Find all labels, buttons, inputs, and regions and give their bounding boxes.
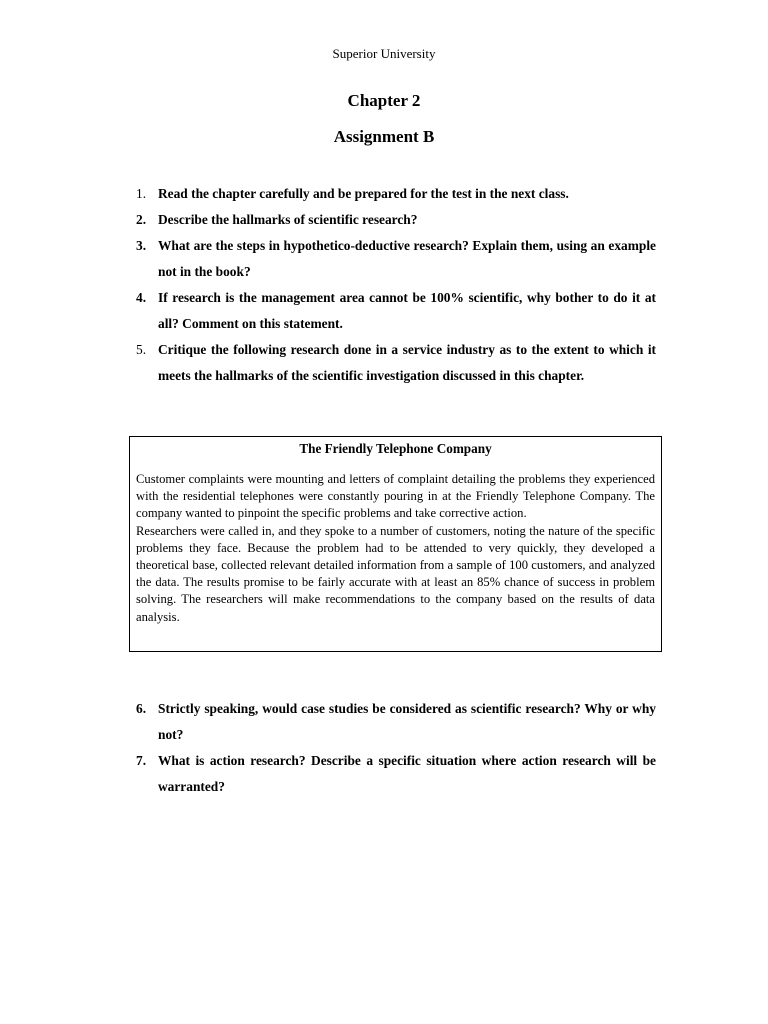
question-list-part2 <box>130 696 656 800</box>
question-number: 1. <box>136 186 147 201</box>
question-number: 2. <box>136 212 147 227</box>
question-list-part1 <box>130 181 656 389</box>
case-study-title: The Friendly Telephone Company <box>299 441 492 456</box>
question-6 <box>130 696 656 748</box>
question-text: Critique the following research done in a service industry as to the extent to which it meets the hallmarks of the scientific investigation discussed in this chapter. <box>158 342 656 383</box>
question-2 <box>130 207 656 233</box>
question-7 <box>130 748 656 800</box>
question-text: Describe the hallmarks of scientific research? <box>158 212 418 227</box>
question-text: Strictly speaking, would case studies be considered as scientific research? Why or why not? <box>158 701 656 742</box>
question-number: 4. <box>136 290 147 305</box>
chapter-title: Chapter 2 <box>347 91 421 110</box>
question-4 <box>130 285 656 337</box>
question-1 <box>130 181 656 207</box>
question-text: Read the chapter carefully and be prepared for the test in the next class. <box>158 186 569 201</box>
case-study-box <box>129 436 662 652</box>
assignment-title: Assignment B <box>333 127 435 146</box>
institution-header: Superior University <box>332 46 436 61</box>
question-text: What are the steps in hypothetico-deductive research? Explain them, using an example not in the book? <box>158 238 656 279</box>
question-number: 6. <box>136 701 147 716</box>
question-number: 5. <box>136 342 147 357</box>
question-text: If research is the management area cannot be 100% scientific, why bother to do it at all? Comment on this statement. <box>158 290 656 331</box>
question-number: 7. <box>136 753 147 768</box>
case-study-paragraph-1: Customer complaints were mounting and letters of complaint detailing the problems they experienced with the residential telephones were constantly pouring in at the Friendly Telephone Company. The company wanted to pinpoint the specific problems and take corrective action. <box>136 472 655 521</box>
question-3 <box>130 233 656 285</box>
case-study-body <box>136 471 655 626</box>
case-study-paragraph-2: Researchers were called in, and they spoke to a number of customers, noting the nature of the specific problems they face. Because the problem had to be attended to very quickly, they developed a theoretical base, collected relevant detailed information from a sample of 100 customers, and analyzed the data. The results promise to be fairly accurate with at least an 85% chance of success in problem solving. The researchers will make recommendations to the company based on the results of data analysis. <box>136 523 655 624</box>
question-text: What is action research? Describe a specific situation where action research will be warranted? <box>158 753 656 794</box>
question-5 <box>130 337 656 389</box>
question-number: 3. <box>136 238 147 253</box>
